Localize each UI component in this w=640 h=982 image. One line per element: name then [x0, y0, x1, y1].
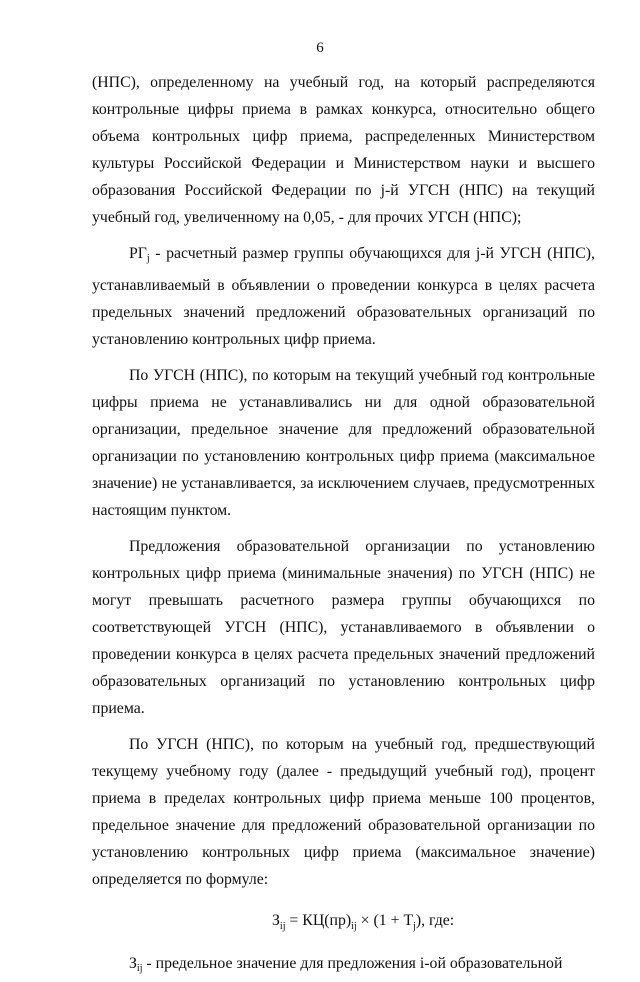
- formula-kc-sub: ij: [351, 921, 357, 933]
- document-body: [92, 69, 595, 982]
- formula-where: где:: [425, 912, 455, 929]
- page-number: 6: [316, 40, 324, 56]
- paragraph-1: (НПС), определенному на учебный год, на который распределяются контрольные цифры приема в рамках конкурса, относительно общего объема контрольных цифр приема, распределенных Министерством культуры Российской Федерации и Министерством науки и высшего образования Российской Федерации по j-й УГСН (НПС) на текущий учебный год, увеличенному на 0,05, - для прочих УГСН (НПС);: [92, 74, 595, 226]
- formula-t-sub: j: [413, 921, 416, 933]
- rg-subscript: j: [146, 253, 150, 264]
- paragraph-2: [92, 240, 595, 353]
- paragraph-5: По УГСН (НПС), по которым на учебный год, предшествующий текущему учебному году (далее - предыдущий учебный год), процент приема в пределах контрольных цифр приема меньше 100 процентов, предельное значение для предложений образовательной организации по установлению контрольных цифр приема (максимальное значение) определяется по формуле:: [92, 736, 595, 888]
- z-symbol: З: [129, 955, 137, 973]
- formula: [92, 907, 595, 940]
- formula-lhs-sub: ij: [279, 921, 286, 933]
- formula-end: ),: [415, 912, 426, 929]
- paragraph-6: [92, 950, 595, 982]
- paragraph-2-text: - расчетный размер группы обучающихся для j-й УГСН (НПС), устанавливаемый в объявлении о проведении конкурса в целях расчета предельных значений предложений образовательных организаций по установлению контрольных цифр приема.: [92, 245, 595, 348]
- z-subscript: ij: [136, 963, 143, 975]
- rg-symbol: РГ: [129, 245, 147, 262]
- formula-mid: × (1 + Т: [356, 912, 414, 929]
- paragraph-3: По УГСН (НПС), по которым на текущий учебный год контрольные цифры приема не устанавливались ни для одной образовательной организации, предельное значение для предложений образовательной организации по установлению контрольных цифр приема (максимальное значение) не устанавливается, за исключением случаев, предусмотренных настоящим пунктом.: [92, 367, 595, 519]
- formula-lhs: З: [272, 912, 280, 929]
- formula-eq: = КЦ(пр): [285, 912, 352, 929]
- paragraph-4: Предложения образовательной организации по установлению контрольных цифр приема (минимальные значения) по УГСН (НПС) не могут превышать расчетного размера группы обучающихся по соответствующей УГСН (НПС), устанавливаемого в объявлении о проведении конкурса в целях расчета предельных значений предложений образовательных организаций по установлению контрольных цифр приема.: [92, 538, 595, 717]
- paragraph-6-text: - предельное значение для предложения i-ой образовательной: [142, 955, 563, 973]
